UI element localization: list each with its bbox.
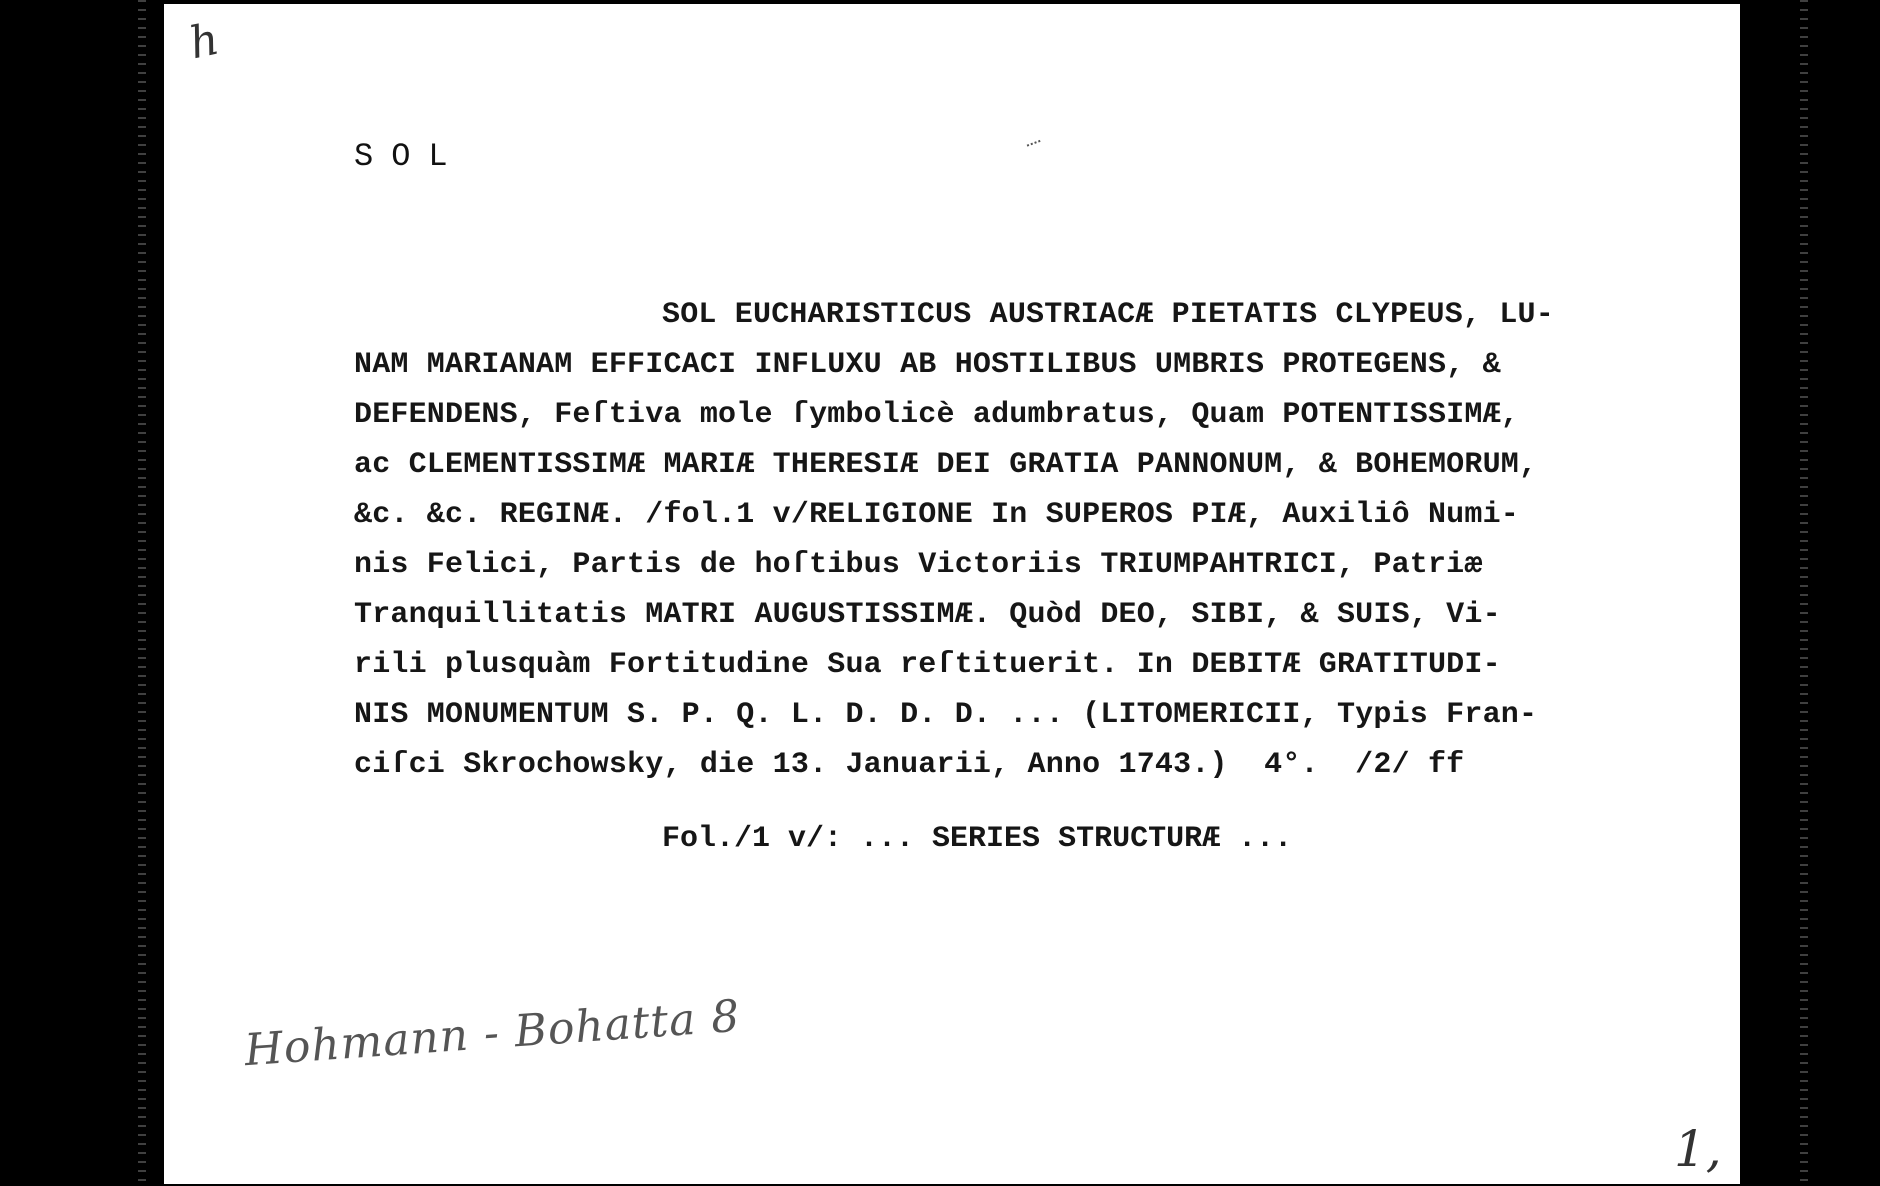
catalog-card [164,4,1740,1184]
entry-line: nis Felici, Partis de hoſtibus Victoriis TRIUMPAHTRICI, Patriæ [354,548,1483,582]
entry-line: ciſci Skrochowsky, die 13. Januarii, Anno 1743.) 4°. /2/ ff [354,748,1465,782]
entry-line: ac CLEMENTISSIMÆ MARIÆ THERESIÆ DEI GRATIA PANNONUM, & BOHEMORUM, [354,448,1538,482]
entry-line: NAM MARIANAM EFFICACI INFLUXU AB HOSTILIBUS UMBRIS PROTEGENS, & [354,348,1501,382]
entry-line: DEFENDENS, Feſtiva mole ſymbolicè adumbratus, Quam POTENTISSIMÆ, [354,398,1519,432]
bibliographic-entry [354,290,1684,790]
entry-line: NIS MONUMENTUM S. P. Q. L. D. D. D. ... (LITOMERICII, Typis Fran- [354,698,1538,732]
card-heading: SOL [354,138,466,175]
entry-line: rili plusquàm Fortitudine Sua reſtituerit. In DEBITÆ GRATITUDI- [354,648,1501,682]
scan-edge-left [138,0,146,1186]
handwritten-reference: Hohmann - Bohatta 8 [242,990,742,1077]
page-number: 1, [1674,1120,1722,1178]
handwritten-corner-mark: h [185,13,224,70]
scan-speck [1027,140,1044,154]
scan-edge-right [1800,0,1808,1186]
entry-line: &c. &c. REGINÆ. /fol.1 v/RELIGIONE In SUPEROS PIÆ, Auxiliô Numi- [354,498,1519,532]
folio-note: Fol./1 v/: ... SERIES STRUCTURÆ ... [662,822,1293,856]
entry-line: SOL EUCHARISTICUS AUSTRIACÆ PIETATIS CLYPEUS, LU- [662,298,1554,332]
entry-line: Tranquillitatis MATRI AUGUSTISSIMÆ. Quòd DEO, SIBI, & SUIS, Vi- [354,598,1501,632]
